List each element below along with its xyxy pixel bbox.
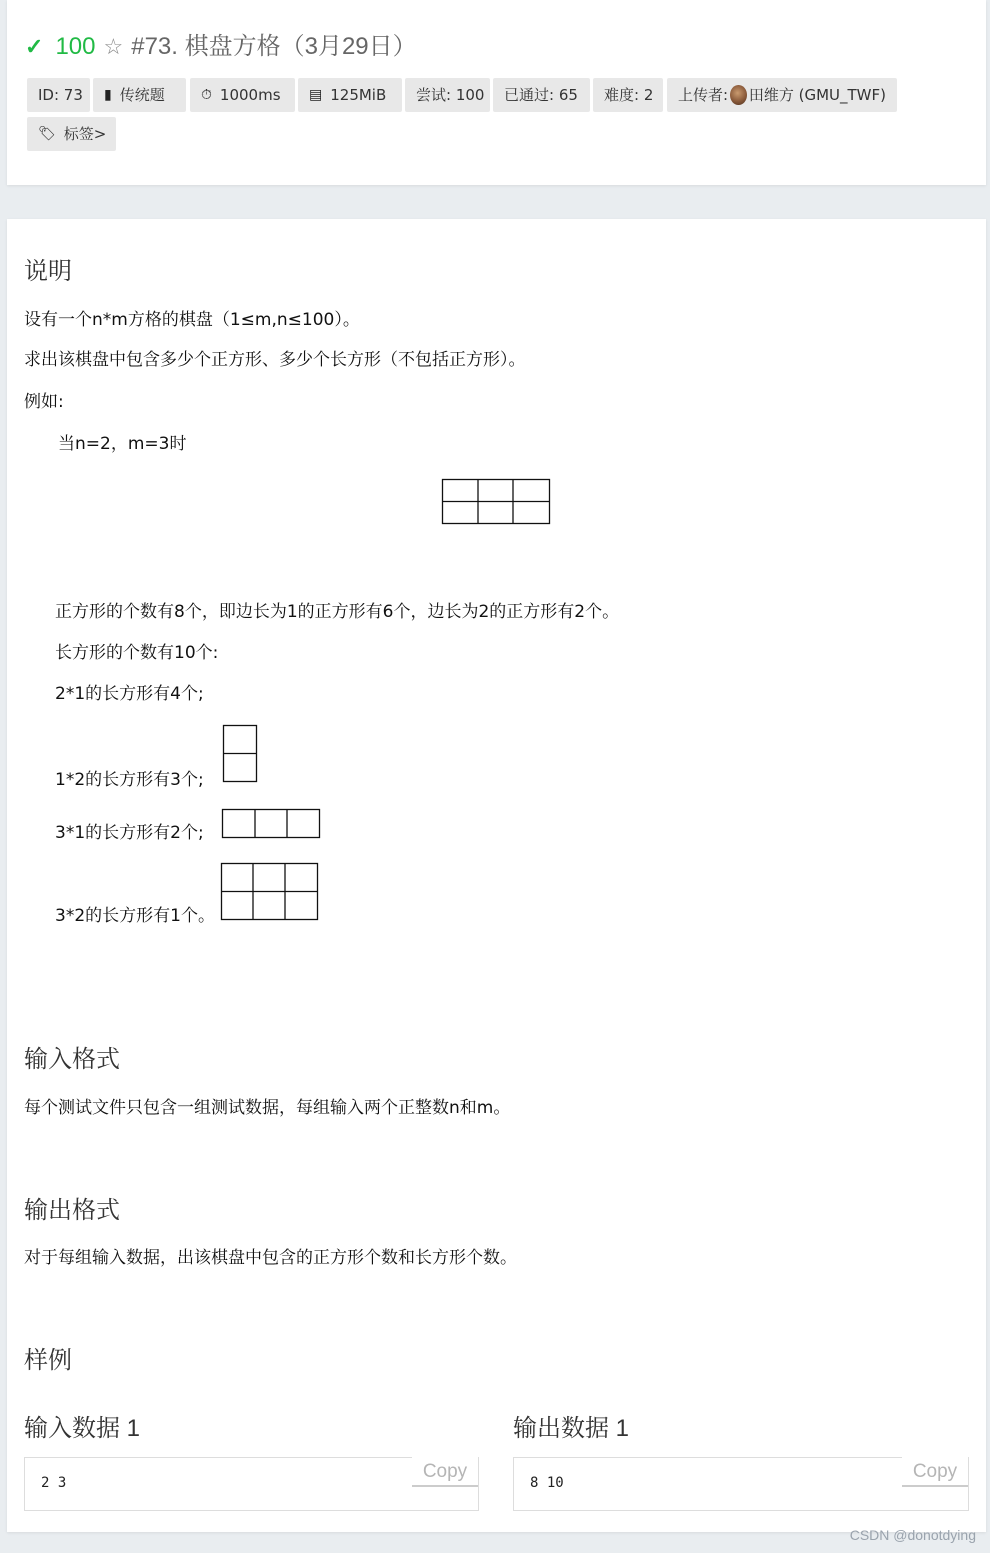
label-time-text: 1000ms: [219, 86, 281, 104]
label-tags-text: 标签>: [63, 125, 107, 143]
example-grid-1x2: [222, 724, 259, 784]
score-value: 100: [55, 33, 96, 60]
description-line: 2*1的长方形有4个;: [55, 684, 204, 704]
sample-output-box[interactable]: [513, 1457, 969, 1511]
example-grid-3x2-small: [220, 862, 321, 922]
input-format-text: 每个测试文件只包含一组测试数据，每组输入两个正整数n和m。: [24, 1098, 511, 1118]
samples-heading: 样例: [24, 1347, 72, 1374]
label-time: [190, 78, 295, 112]
label-passed: [493, 78, 590, 112]
sample-output-code: 8 10: [530, 1475, 564, 1491]
problem-header-card: [7, 0, 986, 185]
description-line: 当n=2，m=3时: [58, 434, 187, 454]
description-line: 设有一个n*m方格的棋盘（1≤m,n≤100）。: [24, 310, 360, 330]
label-difficulty: [593, 78, 663, 112]
label-passed-text: 已通过: 65: [504, 86, 578, 104]
description-line: 1*2的长方形有3个;: [55, 770, 204, 790]
problem-title: #73. 棋盘方格（3月29日）: [131, 33, 417, 60]
label-memory: [298, 78, 402, 112]
description-line: 3*1的长方形有2个;: [55, 823, 204, 843]
label-difficulty-text: 难度: 2: [604, 86, 654, 104]
label-uploader-name[interactable]: 田维方 (GMU_TWF): [748, 86, 886, 104]
sample-input-title: 输入数据 1: [24, 1415, 141, 1442]
copy-output-button[interactable]: Copy: [902, 1457, 968, 1487]
memory-icon: ▤: [309, 87, 323, 103]
example-grid-3x2: [441, 478, 553, 526]
output-format-text: 对于每组输入数据，出该棋盘中包含的正方形个数和长方形个数。: [24, 1248, 517, 1268]
avatar: [730, 85, 747, 105]
label-tags[interactable]: [27, 117, 116, 151]
description-line: 长方形的个数有10个:: [55, 643, 219, 663]
sample-input-code: 2 3: [41, 1475, 67, 1491]
description-heading: 说明: [24, 258, 72, 285]
book-icon: ▮: [104, 87, 112, 103]
label-uploader[interactable]: [667, 78, 897, 112]
star-icon[interactable]: ☆: [103, 34, 124, 59]
label-tries-text: 尝试: 100: [416, 86, 485, 104]
label-memory-text: 125MiB: [330, 86, 387, 104]
problem-title-row: [25, 31, 417, 63]
input-format-heading: 输入格式: [24, 1046, 120, 1073]
sample-input-box[interactable]: [24, 1457, 479, 1511]
label-tries: [405, 78, 490, 112]
check-icon: ✓: [25, 34, 44, 59]
description-line: 正方形的个数有8个，即边长为1的正方形有6个，边长为2的正方形有2个。: [55, 602, 620, 622]
sample-output-title: 输出数据 1: [513, 1415, 630, 1442]
problem-body-card: [7, 219, 986, 1532]
stopwatch-icon: ⏱: [201, 87, 212, 103]
label-type: [93, 78, 186, 112]
watermark: CSDN @donotdying: [849, 1527, 976, 1543]
label-id-text: ID: 73: [38, 86, 83, 104]
label-type-text: 传统题: [119, 86, 165, 104]
copy-input-button[interactable]: Copy: [412, 1457, 478, 1487]
description-line: 例如:: [24, 392, 64, 412]
example-grid-3x1: [221, 808, 323, 840]
description-line: 求出该棋盘中包含多少个正方形、多少个长方形（不包括正方形）。: [24, 350, 526, 370]
label-uploader-prefix: 上传者:: [678, 86, 729, 104]
label-id: [27, 78, 90, 112]
description-line: 3*2的长方形有1个。: [55, 906, 215, 926]
tag-icon: 🏷: [38, 126, 56, 142]
output-format-heading: 输出格式: [24, 1197, 120, 1224]
